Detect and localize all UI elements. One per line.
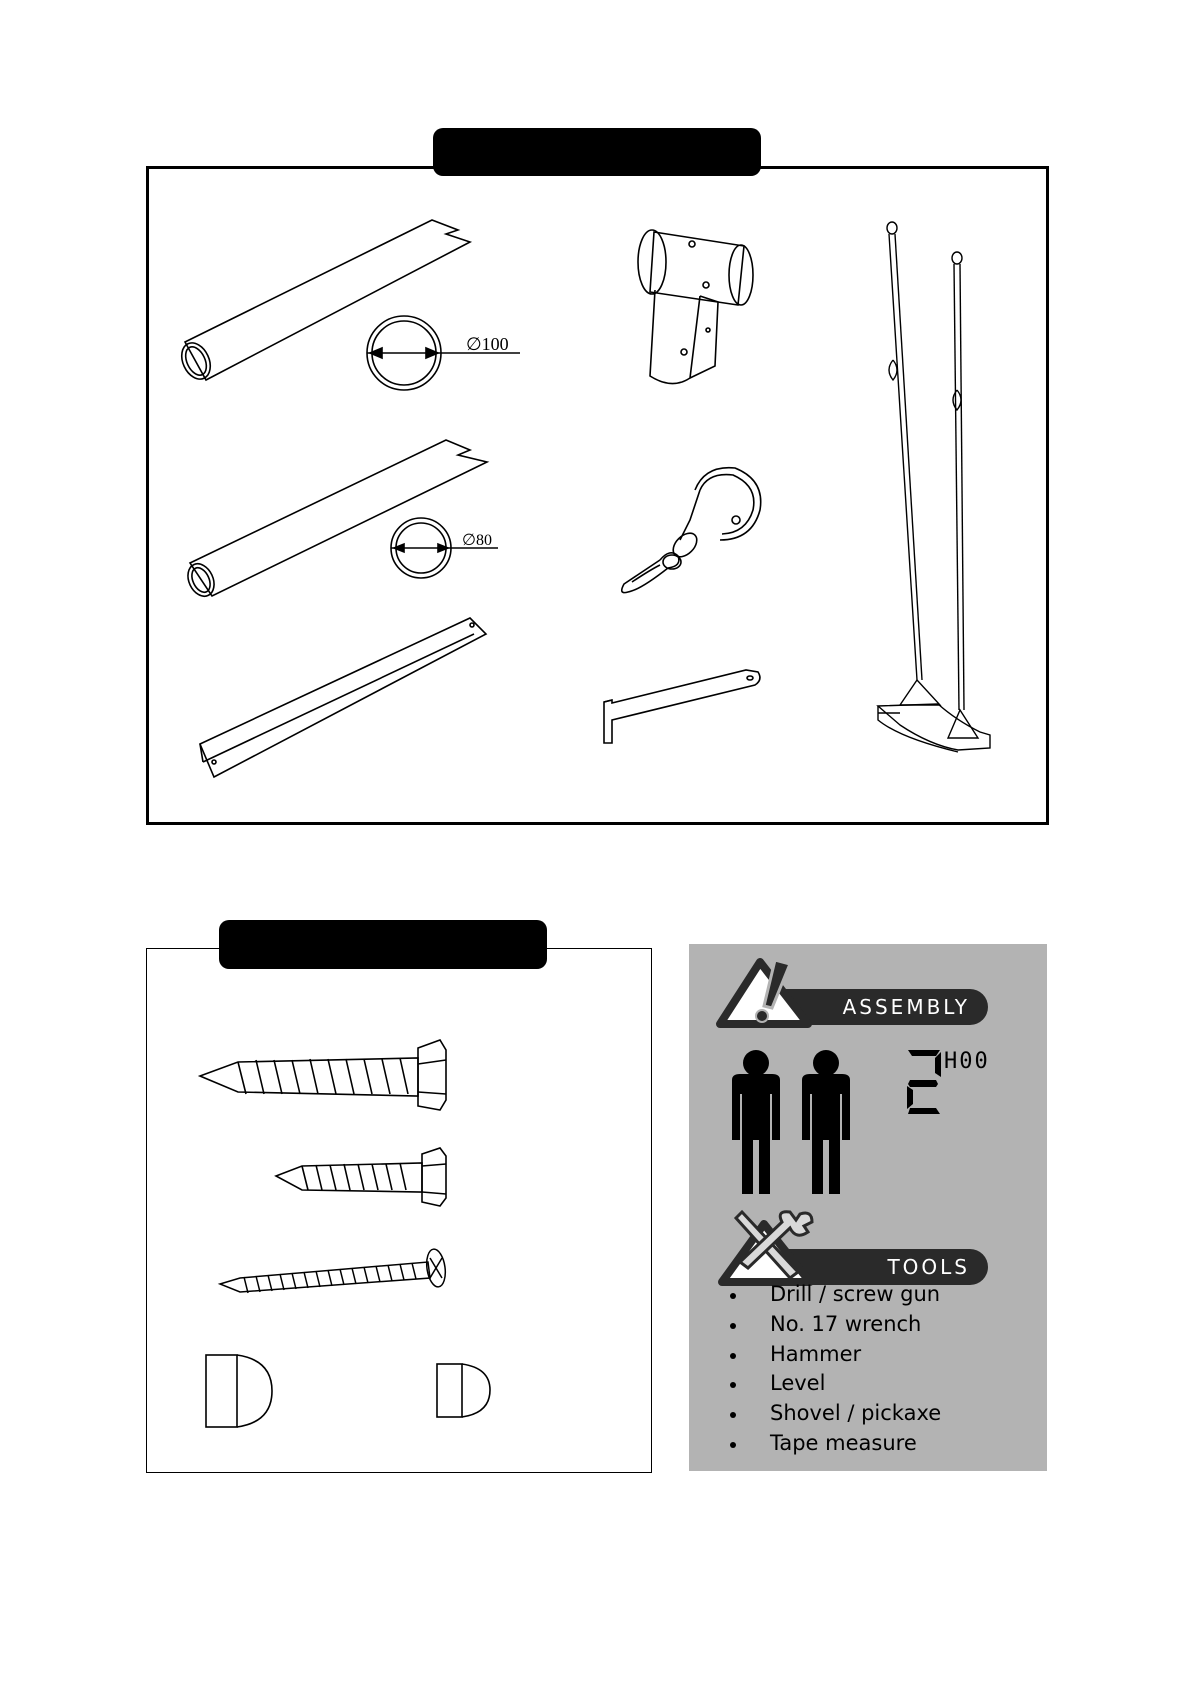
tool-item: Tape measure <box>724 1429 941 1459</box>
pipe-large-diameter-label: ∅100 <box>466 334 509 354</box>
tools-list <box>724 1280 941 1459</box>
tool-item: Hammer <box>724 1340 941 1370</box>
tool-item: Shovel / pickaxe <box>724 1399 941 1429</box>
assembly-time-unit: H00 <box>944 1049 990 1074</box>
assembly-banner: ASSEMBLY <box>760 989 988 1025</box>
tool-item: Drill / screw gun <box>724 1280 941 1310</box>
pipe-small-diameter-label: ∅80 <box>462 532 492 549</box>
tool-item: No. 17 wrench <box>724 1310 941 1340</box>
tools-banner: TOOLS <box>760 1249 988 1285</box>
tool-item: Level <box>724 1369 941 1399</box>
